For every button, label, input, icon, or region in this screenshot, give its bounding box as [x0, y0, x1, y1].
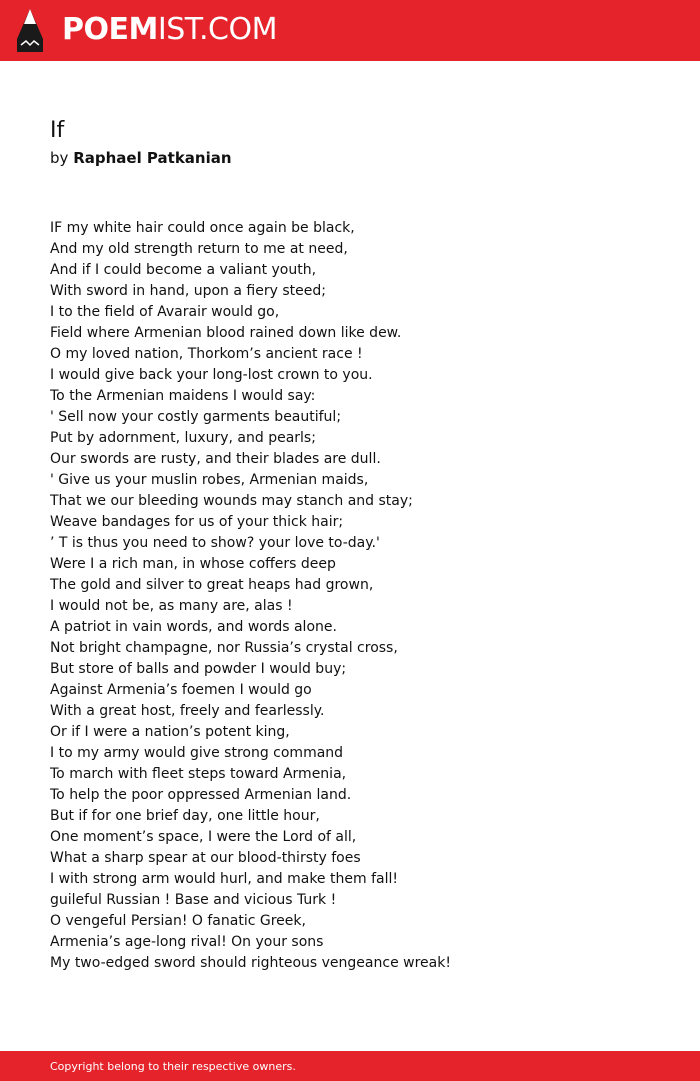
- poem-line: I would give back your long-lost crown to you.: [50, 367, 373, 383]
- byline: [50, 148, 232, 168]
- poem-line: That we our bleeding wounds may stanch and stay;: [50, 493, 413, 509]
- poem-line: guileful Russian ! Base and vicious Turk !: [50, 892, 337, 908]
- poem-line: And my old strength return to me at need,: [50, 241, 348, 257]
- poem-line: I to the field of Avarair would go,: [50, 304, 280, 320]
- poem-line: With a great host, freely and fearlessly.: [50, 703, 325, 719]
- poem-line: Against Armenia’s foemen I would go: [50, 682, 312, 698]
- poem-line: But store of balls and powder I would buy;: [50, 661, 347, 677]
- poem-line: To march with fleet steps toward Armenia,: [50, 766, 347, 782]
- poem-line: The gold and silver to great heaps had grown,: [50, 577, 374, 593]
- poem-line: What a sharp spear at our blood-thirsty foes: [50, 850, 361, 866]
- poem-line: Were I a rich man, in whose coffers deep: [50, 556, 336, 572]
- poem-line: Put by adornment, luxury, and pearls;: [50, 430, 316, 446]
- brand-light: IST.COM: [157, 12, 277, 47]
- poem-line: One moment’s space, I were the Lord of all,: [50, 829, 357, 845]
- by-label: by: [50, 149, 69, 167]
- poem-line: O vengeful Persian! O fanatic Greek,: [50, 913, 306, 929]
- site-footer: [0, 1051, 700, 1081]
- poem-line: To the Armenian maidens I would say:: [50, 388, 316, 404]
- poem-line: My two-edged sword should righteous vengeance wreak!: [50, 955, 451, 971]
- poem-line: ' Give us your muslin robes, Armenian maids,: [50, 472, 369, 488]
- poem-line: Armenia’s age-long rival! On your sons: [50, 934, 324, 950]
- brand-strong: POEM: [62, 12, 158, 47]
- poem-line: I with strong arm would hurl, and make them fall!: [50, 871, 398, 887]
- poem-line: A patriot in vain words, and words alone.: [50, 619, 337, 635]
- poem-line: IF my white hair could once again be black,: [50, 220, 355, 236]
- poem-line: But if for one brief day, one little hour,: [50, 808, 320, 824]
- copyright-text: Copyright belong to their respective owners.: [50, 1060, 296, 1073]
- poem-line: Not bright champagne, nor Russia’s crystal cross,: [50, 640, 398, 656]
- poem-line: And if I could become a valiant youth,: [50, 262, 317, 278]
- poem-line: Weave bandages for us of your thick hair;: [50, 514, 344, 530]
- poem-line: I to my army would give strong command: [50, 745, 344, 761]
- pencil-tip-icon: [17, 9, 43, 52]
- author-name: Raphael Patkanian: [73, 149, 232, 167]
- poem-line: With sword in hand, upon a fiery steed;: [50, 283, 326, 299]
- poem-line: ' Sell now your costly garments beautiful;: [50, 409, 342, 425]
- poem-body: [50, 218, 670, 974]
- poem-title: If: [50, 118, 65, 143]
- poem-line: O my loved nation, Thorkom’s ancient race !: [50, 346, 363, 362]
- poem-line: Our swords are rusty, and their blades are dull.: [50, 451, 381, 467]
- site-header: [0, 0, 700, 61]
- poem-line: To help the poor oppressed Armenian land.: [50, 787, 352, 803]
- poem-line: ’ T is thus you need to show? your love to-day.': [50, 535, 380, 551]
- poem-line: I would not be, as many are, alas !: [50, 598, 293, 614]
- poem-line: Field where Armenian blood rained down like dew.: [50, 325, 402, 341]
- poem-line: Or if I were a nation’s potent king,: [50, 724, 290, 740]
- site-logo-text[interactable]: [62, 12, 277, 48]
